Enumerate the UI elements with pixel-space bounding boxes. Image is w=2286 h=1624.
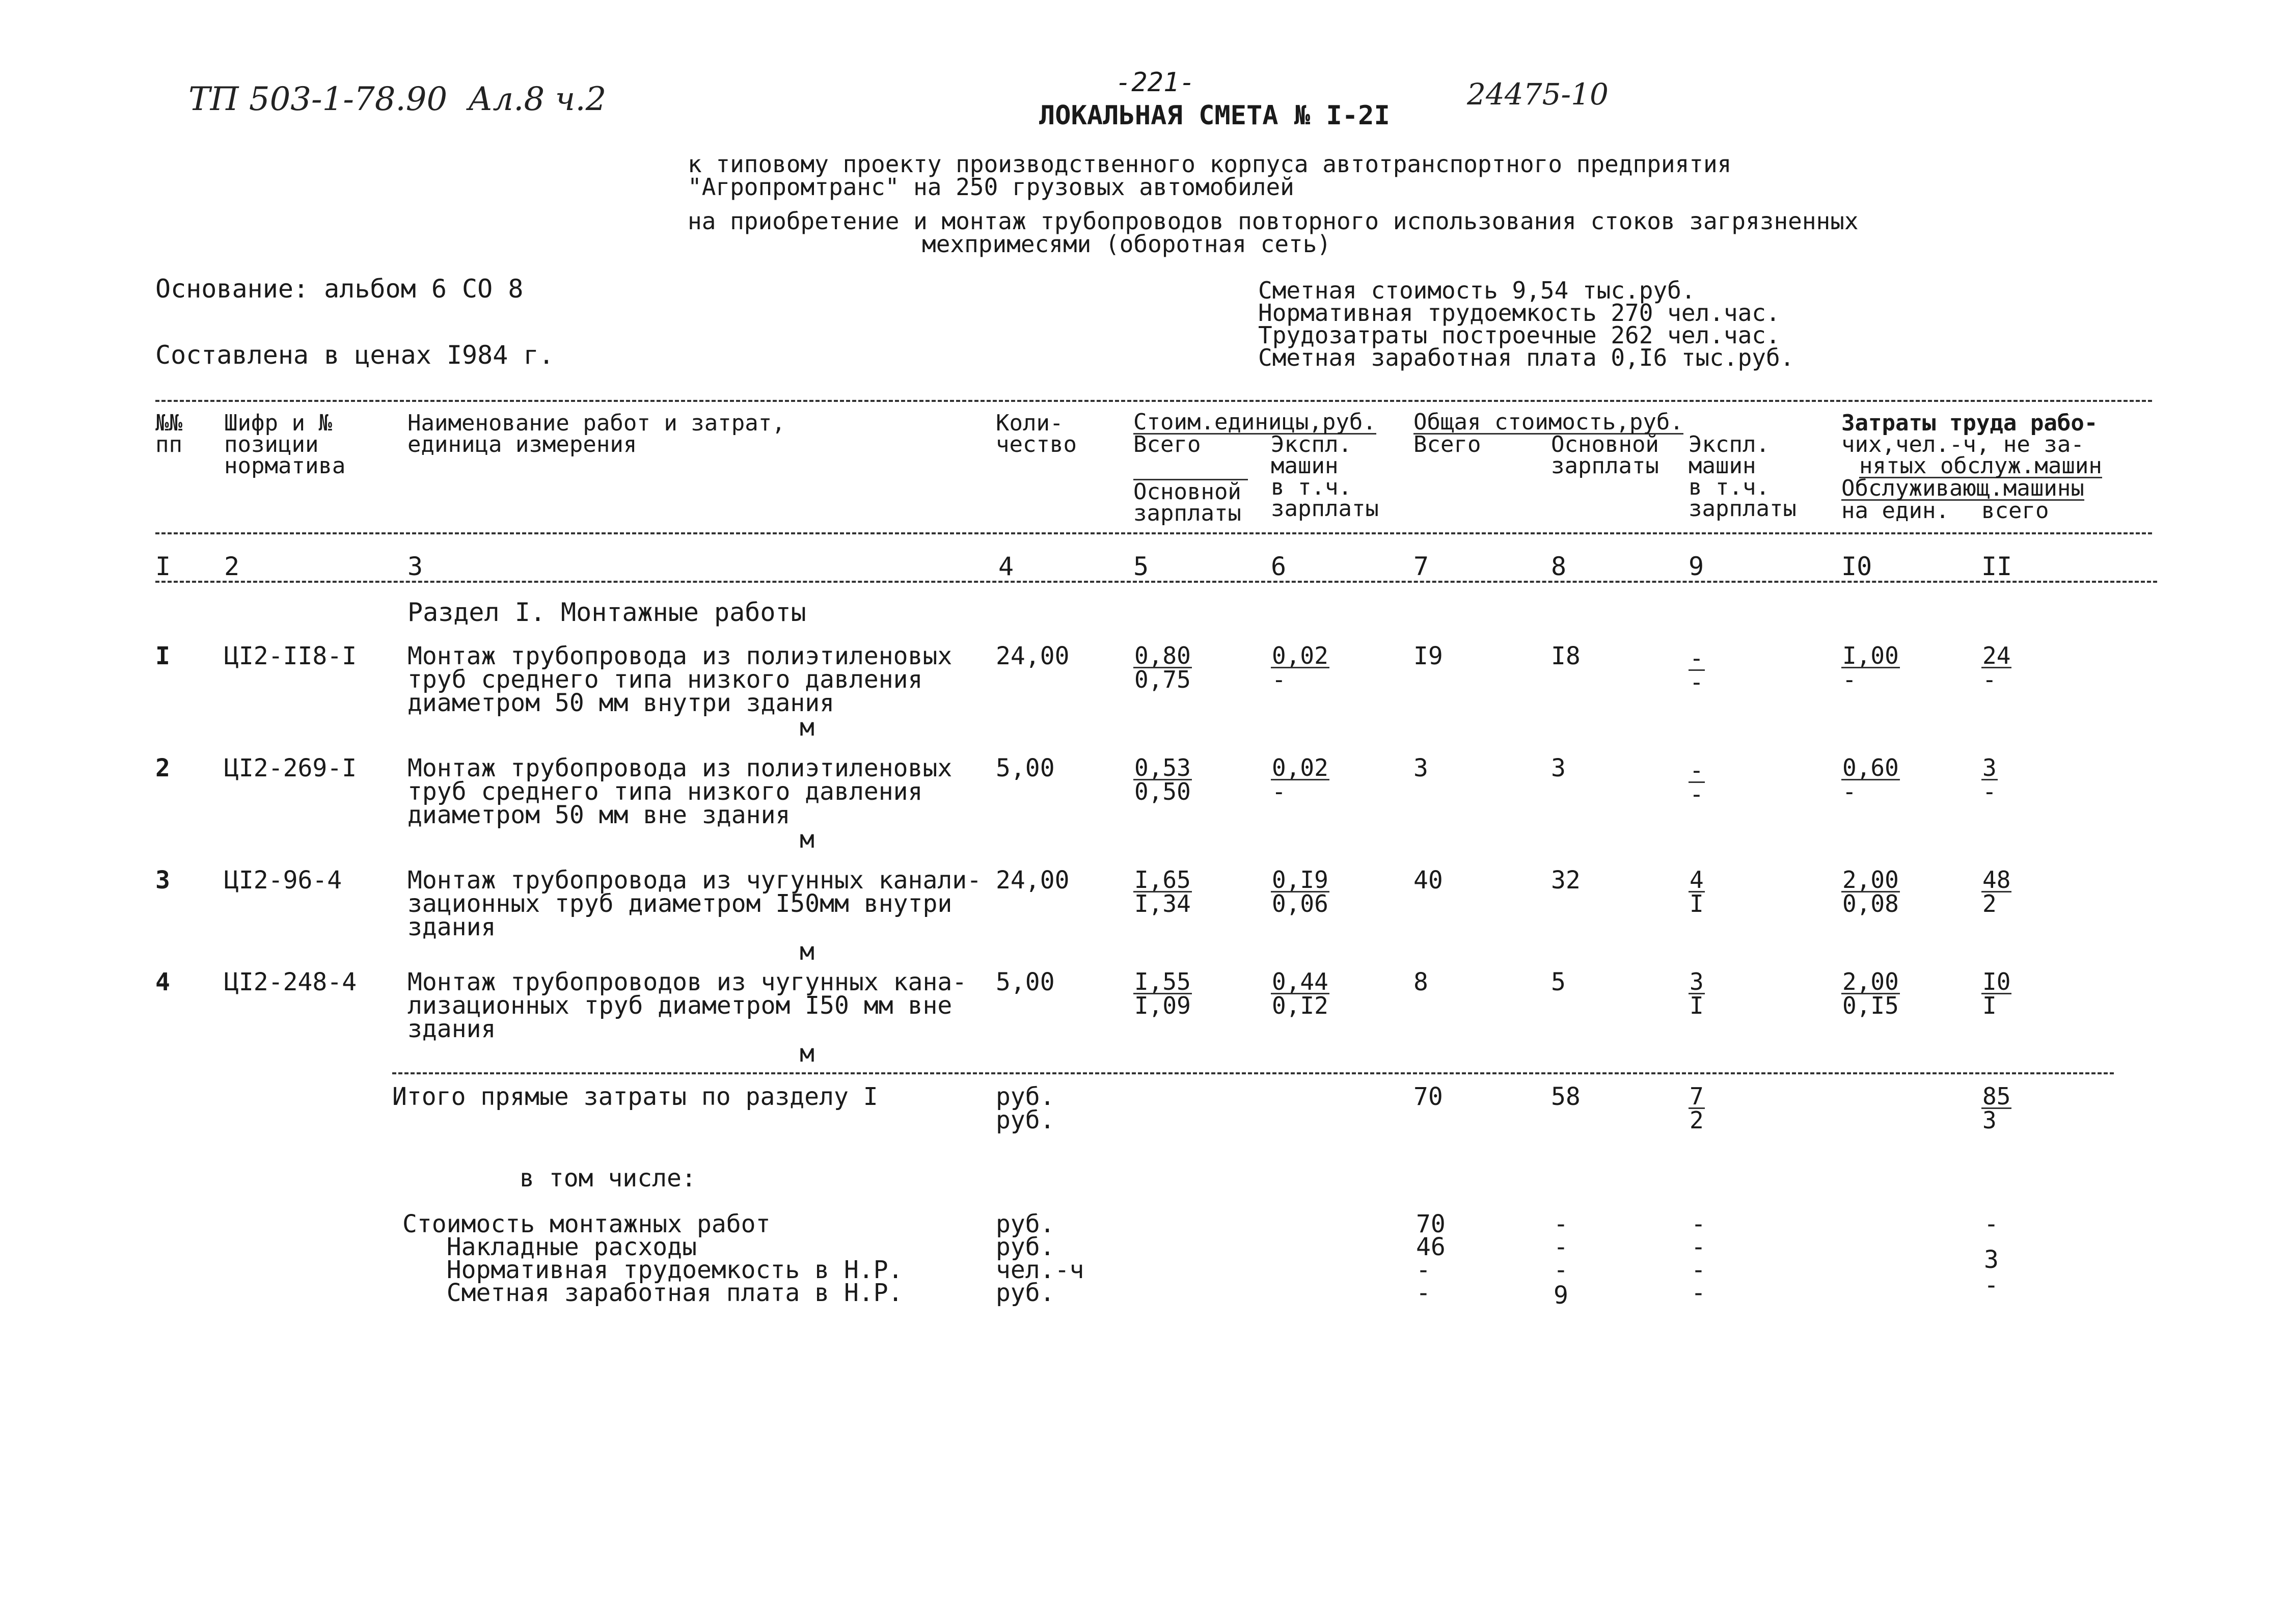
header-unit-wage: Основной зарплаты: [1133, 479, 1241, 526]
row-unit-machine: [1271, 866, 1329, 917]
total-machine: [1689, 1082, 1705, 1134]
row-work-name: Монтаж трубопроводов из чугунных кана- лизационных труб диаметром I50 мм вне здания: [407, 968, 967, 1043]
total-machine-wage: I: [1690, 992, 1704, 1019]
column-number-8: 8: [1551, 552, 1567, 581]
breakdown-unit: чел.-ч: [996, 1256, 1084, 1284]
column-number-7: 7: [1413, 552, 1429, 581]
column-number-9: 9: [1689, 552, 1704, 581]
breakdown-label: Накладные расходы: [402, 1233, 697, 1261]
breakdown-cost: -: [1416, 1256, 1431, 1284]
breakdown-wage: -: [1554, 1256, 1568, 1284]
labor-per-unit-machine: -: [1842, 778, 1857, 805]
breakdown-labor: -: [1984, 1210, 1999, 1238]
row-unit-cost: [1133, 644, 1192, 691]
total-labor: [1981, 1082, 2011, 1134]
breakdown-labor: 3: [1984, 1246, 1999, 1274]
document-code-stamp: ТП 503-1-78.90 Ал.8 ч.2: [188, 80, 607, 118]
unit-machine-cost: 0,02: [1272, 754, 1328, 781]
breakdown-label: Сметная заработная плата в Н.Р.: [402, 1279, 903, 1307]
total-labor-machine: 3: [1982, 1106, 1997, 1134]
labor-per-unit: 2,00: [1842, 968, 1899, 995]
archive-number-stamp: 24475-10: [1467, 77, 1609, 112]
row-unit: м: [800, 937, 814, 966]
column-number-11: II: [1981, 552, 2012, 581]
labor-total-machine: 2: [1982, 890, 1997, 917]
row-unit-machine: [1271, 970, 1329, 1017]
row-total-wage: 32: [1551, 866, 1581, 895]
unit-machine-cost: 0,I9: [1272, 866, 1328, 894]
row-unit-cost: [1133, 866, 1192, 917]
basis-text: Основание: альбом 6 СО 8: [155, 274, 524, 304]
header-labor-line-4: Обслуживающ.машины: [1841, 475, 2084, 501]
unit-machine-wage: 0,06: [1272, 890, 1328, 917]
total-machine-cost: -: [1690, 756, 1704, 784]
unit-cost-wage: 0,50: [1134, 778, 1191, 805]
header-labor-line-2: чих,чел.-ч, не за-: [1841, 431, 2084, 457]
column-number-10: I0: [1841, 552, 1872, 581]
unit-cost-wage: 0,75: [1134, 666, 1191, 693]
header-code: Шифр и № позиции норматива: [224, 410, 346, 479]
labor-per-unit-machine: 0,08: [1842, 890, 1899, 917]
unit-machine-cost: 0,44: [1272, 968, 1328, 995]
column-number-1: I: [155, 552, 171, 581]
total-machine-cost: 3: [1690, 968, 1704, 995]
header-total-machine: Экспл. машин в т.ч. зарплаты: [1689, 431, 1797, 522]
row-total-cost: I9: [1413, 642, 1443, 670]
row-total-machine: [1689, 866, 1705, 917]
total-machine-cost: -: [1690, 644, 1704, 672]
unit-cost-wage: I,34: [1134, 890, 1191, 917]
row-labor-total: [1981, 756, 1998, 803]
row-labor-per-unit: [1841, 866, 1900, 917]
header-total-cost: Общая стоимость,руб.: [1413, 409, 1683, 435]
column-number-4: 4: [998, 552, 1014, 581]
row-number: 2: [155, 754, 170, 782]
breakdown-unit: руб.: [996, 1279, 1055, 1307]
summary-line-1: Сметная стоимость 9,54 тыс.руб.: [1258, 277, 1696, 304]
unit-machine-wage: -: [1272, 778, 1286, 805]
row-code: ЦI2-248-4: [224, 968, 357, 996]
summary-line-3: Трудозатраты построечные 262 чел.час.: [1258, 321, 1780, 349]
column-number-6: 6: [1271, 552, 1287, 581]
table-top-border: [155, 400, 2152, 402]
unit-machine-cost: 0,02: [1272, 642, 1328, 669]
unit-cost-total: I,55: [1134, 968, 1191, 995]
row-quantity: 5,00: [996, 968, 1055, 996]
total-cost: 70: [1413, 1082, 1443, 1111]
breakdown-wage: -: [1554, 1210, 1568, 1238]
including-label: в том числе:: [520, 1164, 696, 1193]
total-machine-cost: 7: [1690, 1082, 1704, 1110]
breakdown-machine: -: [1691, 1210, 1706, 1238]
section-title: Раздел I. Монтажные работы: [407, 598, 806, 627]
row-unit-machine: [1271, 756, 1329, 803]
header-bottom-border: [155, 532, 2152, 534]
row-total-cost: 40: [1413, 866, 1443, 895]
row-unit: м: [800, 825, 814, 854]
breakdown-wage: 9: [1554, 1281, 1568, 1310]
row-quantity: 5,00: [996, 754, 1055, 782]
header-labor-line-1: Затраты труда рабо-: [1841, 410, 2098, 436]
row-labor-per-unit: [1841, 756, 1900, 803]
labor-per-unit-machine: 0,I5: [1842, 992, 1899, 1019]
labor-total: 24: [1982, 642, 2011, 669]
row-unit-cost: [1133, 756, 1192, 803]
total-label: Итого прямые затраты по разделу I: [392, 1082, 878, 1111]
unit-cost-total: I,65: [1134, 866, 1191, 894]
header-total-all: Всего: [1413, 431, 1481, 457]
row-unit: м: [800, 713, 814, 742]
row-unit: м: [800, 1039, 814, 1068]
row-number: 3: [155, 866, 170, 895]
header-unit-machine: Экспл. машин в т.ч. зарплаты: [1271, 431, 1379, 522]
header-labor-per-unit: на един.: [1841, 498, 1949, 524]
summary-line-4: Сметная заработная плата 0,I6 тыс.руб.: [1258, 344, 1794, 371]
unit-cost-total: 0,53: [1134, 754, 1191, 781]
price-year-text: Составлена в ценах I984 г.: [155, 340, 554, 370]
row-number: I: [155, 642, 170, 670]
header-work-name: Наименование работ и затрат, единица измерения: [407, 410, 785, 457]
row-work-name: Монтаж трубопровода из полиэтиленовых труб среднего типа низкого давления диаметром 50 мм вне здания: [407, 754, 953, 829]
total-labor-value: 85: [1982, 1082, 2011, 1110]
labor-total: 48: [1982, 866, 2011, 894]
column-number-3: 3: [407, 552, 423, 581]
total-machine-wage: I: [1690, 890, 1704, 917]
unit-cost-total: 0,80: [1134, 642, 1191, 669]
total-wage: 58: [1551, 1082, 1581, 1111]
labor-total: I0: [1982, 968, 2011, 995]
row-quantity: 24,00: [996, 866, 1070, 895]
page-number: -221-: [1115, 67, 1195, 98]
header-row-number: №№ пп: [155, 410, 182, 457]
subtitle-line-4: мехпримесями (оборотная сеть): [922, 230, 1331, 258]
row-labor-per-unit: [1841, 644, 1900, 691]
document-title: ЛОКАЛЬНАЯ СМЕТА № I-2I: [1039, 100, 1390, 131]
labor-total-machine: -: [1982, 666, 1997, 693]
breakdown-machine: -: [1691, 1279, 1706, 1307]
row-total-wage: 3: [1551, 754, 1566, 782]
breakdown-cost: 46: [1416, 1233, 1446, 1261]
labor-per-unit: 0,60: [1842, 754, 1899, 781]
column-numbers-underline: [155, 581, 2157, 583]
row-total-cost: 3: [1413, 754, 1428, 782]
row-total-machine: [1689, 756, 1705, 808]
row-total-wage: 5: [1551, 968, 1566, 996]
row-labor-total: [1981, 866, 2011, 917]
breakdown-cost: 70: [1416, 1210, 1446, 1238]
header-unit-cost: Стоим.единицы,руб.: [1133, 409, 1376, 435]
header-total-wage: Основной зарплаты: [1551, 431, 1659, 479]
row-work-name: Монтаж трубопровода из чугунных канали- зационных труб диаметром I50мм внутри здания: [407, 866, 982, 941]
total-machine-wage: 2: [1690, 1106, 1704, 1134]
row-unit-machine: [1271, 644, 1329, 691]
unit-cost-wage: I,09: [1134, 992, 1191, 1019]
header-labor-line-3: нятых обслуж.машин: [1859, 453, 2102, 479]
total-machine-cost: 4: [1690, 866, 1704, 894]
labor-total-machine: I: [1982, 992, 1997, 1019]
unit-machine-wage: -: [1272, 666, 1286, 693]
summary-line-2: Нормативная трудоемкость 270 чел.час.: [1258, 299, 1780, 327]
breakdown-label: Стоимость монтажных работ: [402, 1210, 771, 1238]
subtitle-line-3: на приобретение и монтаж трубопроводов повторного использования стоков загрязненных: [688, 207, 1859, 235]
total-unit: руб. руб.: [996, 1082, 1055, 1134]
row-work-name: Монтаж трубопровода из полиэтиленовых труб среднего типа низкого давления диаметром 50 мм внутри здания: [407, 642, 953, 717]
breakdown-machine: -: [1691, 1233, 1706, 1261]
breakdown-machine: -: [1691, 1256, 1706, 1284]
breakdown-unit: руб.: [996, 1210, 1055, 1238]
subtitle-line-1: к типовому проекту производственного корпуса автотранспортного предприятия: [688, 150, 1732, 178]
breakdown-wage: -: [1554, 1233, 1568, 1261]
row-labor-total: [1981, 970, 2011, 1017]
total-machine-wage: -: [1690, 668, 1704, 696]
row-total-machine: [1689, 644, 1705, 696]
header-quantity: Коли- чество: [996, 410, 1077, 457]
row-total-machine: [1689, 970, 1705, 1017]
row-code: ЦI2-II8-I: [224, 642, 357, 670]
row-labor-total: [1981, 644, 2011, 691]
row-unit-cost: [1133, 970, 1192, 1017]
labor-per-unit-machine: -: [1842, 666, 1857, 693]
row-quantity: 24,00: [996, 642, 1070, 670]
row-total-wage: I8: [1551, 642, 1581, 670]
row-labor-per-unit: [1841, 970, 1900, 1017]
labor-total: 3: [1982, 754, 1997, 781]
row-code: ЦI2-269-I: [224, 754, 357, 782]
total-machine-wage: -: [1690, 780, 1704, 808]
labor-total-machine: -: [1982, 778, 1997, 805]
row-total-cost: 8: [1413, 968, 1428, 996]
breakdown-label: Нормативная трудоемкость в Н.Р.: [402, 1256, 903, 1284]
breakdown-unit: руб.: [996, 1233, 1055, 1261]
labor-per-unit: 2,00: [1842, 866, 1899, 894]
labor-per-unit: I,00: [1842, 642, 1899, 669]
breakdown-labor: -: [1984, 1271, 1999, 1300]
header-labor-total: всего: [1981, 498, 2049, 524]
column-number-5: 5: [1133, 552, 1149, 581]
row-code: ЦI2-96-4: [224, 866, 342, 895]
unit-machine-wage: 0,I2: [1272, 992, 1328, 1019]
row-number: 4: [155, 968, 170, 996]
header-unit-total: Всего: [1133, 431, 1201, 457]
subtitle-line-2: "Агропромтранс" на 250 грузовых автомобилей: [688, 173, 1294, 201]
breakdown-cost: -: [1416, 1279, 1431, 1307]
column-number-2: 2: [224, 552, 240, 581]
rows-bottom-border: [392, 1072, 2114, 1074]
